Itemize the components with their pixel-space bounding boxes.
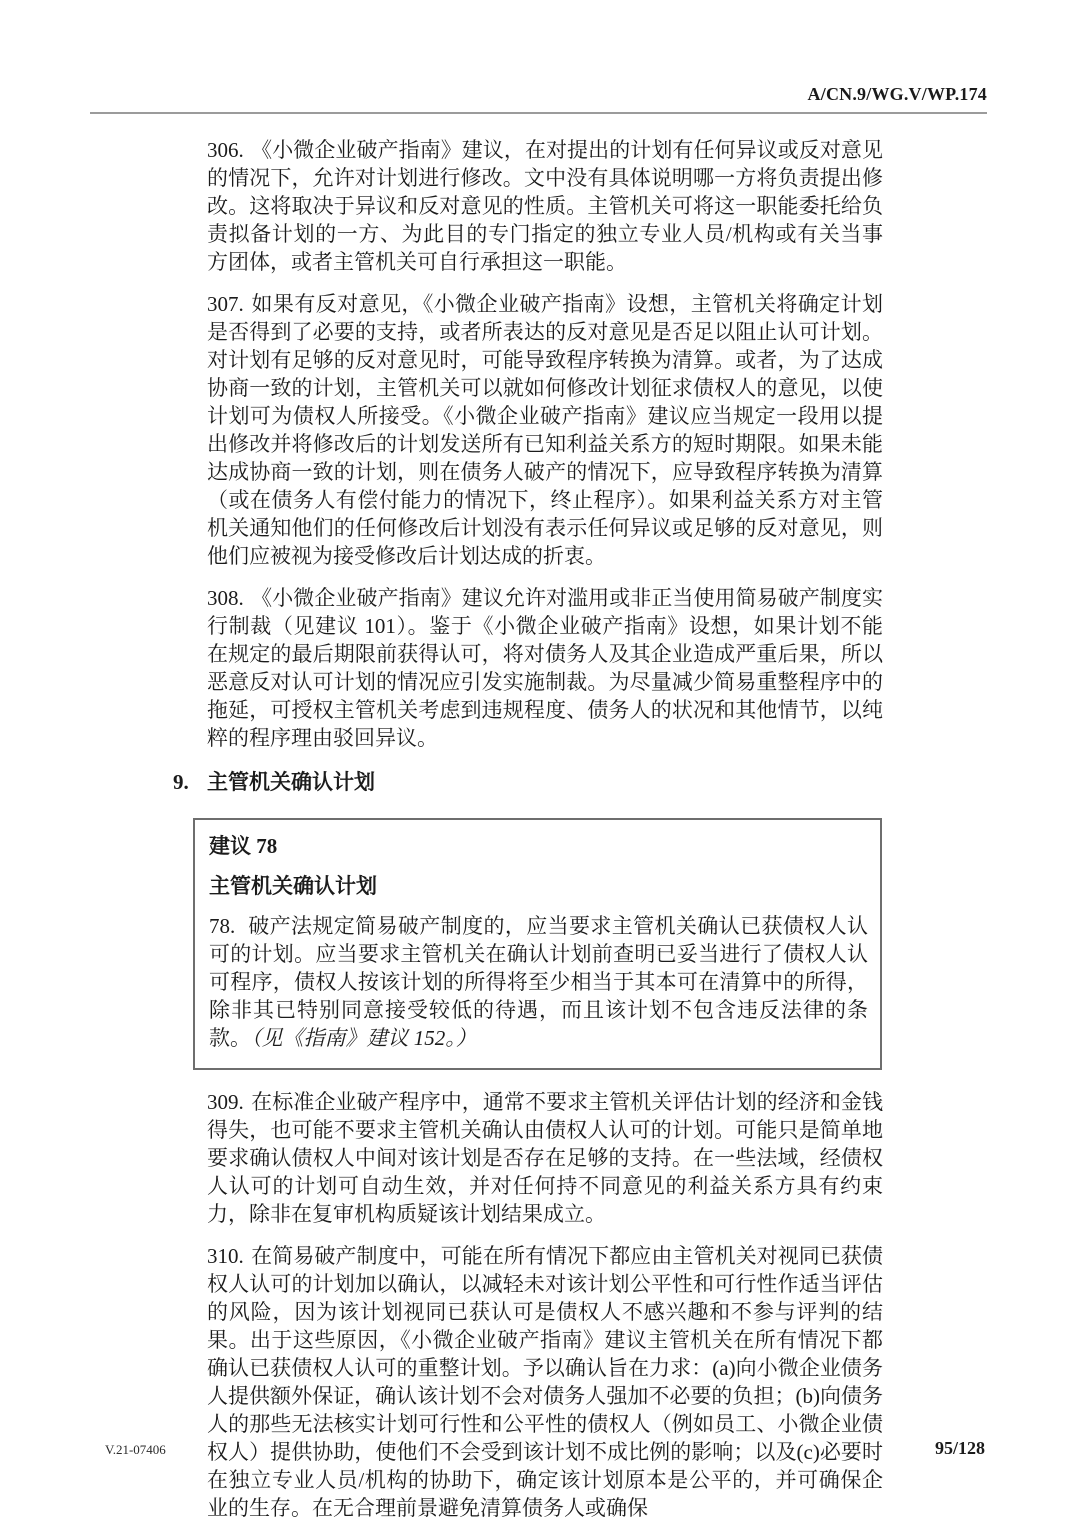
paragraph-number: 308. (207, 586, 244, 610)
paragraph-text: 《小微企业破产指南》建议允许对滥用或非正当使用简易破产制度实行制裁（见建议 101）。鉴于《小微企业破产指南》设想，如果计划不能在规定的最后期限前获得认可，将对债务人及其企业造成严重后果，所以恶意反对认可计划的情况应引发实施制裁。为尽量减少简易重整程序中的拖延，可授权主管机关考虑到违规程度、债务人的状况和其他情节，以纯粹的程序理由驳回异议。 (207, 586, 883, 750)
recommendation-title: 主管机关确认计划 (209, 874, 377, 898)
page-footer (105, 1438, 985, 1459)
document-body (173, 136, 883, 1526)
recommendation-paragraph-number: 78. (209, 914, 236, 938)
recommendation-box (193, 818, 882, 1070)
recommendation-text: 破产法规定简易破产制度的，应当要求主管机关确认已获债权人认可的计划。应当要求主管机关在确认计划前查明已妥当进行了债权人认可程序，债权人按该计划的所得将至少相当于其本可在清算中的所得，除非其已特别同意接受较低的待遇，而且该计划不包含违反法律的条款。 (209, 914, 868, 1050)
document-symbol: A/CN.9/WG.V/WP.174 (807, 84, 987, 104)
section-heading-title: 主管机关确认计划 (207, 770, 375, 794)
recommendation-paragraph (209, 912, 868, 1052)
section-heading (173, 768, 883, 796)
job-number: V.21-07406 (105, 1442, 166, 1457)
paragraph-number: 306. (207, 138, 244, 162)
page-header (90, 84, 987, 114)
paragraph-306 (207, 136, 883, 276)
paragraph-text: 在标准企业破产程序中，通常不要求主管机关评估计划的经济和金钱得失，也可能不要求主管机关确认由债权人认可的计划。可能只是简单地要求确认债权人中间对该计划是否存在足够的支持。在一些法域，经债权人认可的计划可自动生效，并对任何持不同意见的利益关系方具有约束力，除非在复审机构质疑该计划结果成立。 (207, 1090, 883, 1226)
paragraph-text: 《小微企业破产指南》建议，在对提出的计划有任何异议或反对意见的情况下，允许对计划进行修改。文中没有具体说明哪一方将负责提出修改。这将取决于异议和反对意见的性质。主管机关可将这一职能委托给负责拟备计划的一方、为此目的专门指定的独立专业人员/机构或有关当事方团体，或者主管机关可自行承担这一职能。 (207, 138, 883, 274)
recommendation-reference: （见《指南》建议 152。） (251, 1026, 477, 1050)
paragraph-310 (207, 1242, 883, 1522)
paragraph-number: 310. (207, 1244, 244, 1268)
paragraph-number: 307. (207, 292, 244, 316)
header-rule (90, 112, 987, 114)
paragraph-308 (207, 584, 883, 752)
page-number: 95/128 (934, 1438, 985, 1458)
paragraph-text: 在简易破产制度中，可能在所有情况下都应由主管机关对视同已获债权人认可的计划加以确认，以减轻未对该计划公平性和可行性作适当评估的风险，因为该计划视同已获认可是债权人不感兴趣和不参与评判的结果。出于这些原因，《小微企业破产指南》建议主管机关在所有情况下都确认已获债权人认可的重整计划。予以确认旨在力求：(a)向小微企业债务人提供额外保证，确认该计划不会对债务人强加不必要的负担；(b)向债务人的那些无法核实计划可行性和公平性的债权人（例如员工、小微企业债权人）提供协助，使他们不会受到该计划不成比例的影响；以及(c)必要时在独立专业人员/机构的协助下，确定该计划原本是公平的，并可确保企业的生存。在无合理前景避免清算债务人或确保 (207, 1244, 883, 1520)
recommendation-label: 建议 78 (209, 834, 278, 858)
section-heading-number: 9. (173, 770, 189, 794)
paragraph-number: 309. (207, 1090, 244, 1114)
paragraph-text: 如果有反对意见，《小微企业破产指南》设想，主管机关将确定计划是否得到了必要的支持，或者所表达的反对意见是否足以阻止认可计划。对计划有足够的反对意见时，可能导致程序转换为清算。或者，为了达成协商一致的计划，主管机关可以就如何修改计划征求债权人的意见，以使计划可为债权人所接受。《小微企业破产指南》建议应当规定一段用以提出修改并将修改后的计划发送所有已知利益关系方的短时期限。如果未能达成协商一致的计划，则在债务人破产的情况下，应导致程序转换为清算（或在债务人有偿付能力的情况下，终止程序）。如果利益关系方对主管机关通知他们的任何修改后计划没有表示任何异议或足够的反对意见，则他们应被视为接受修改后计划达成的折衷。 (207, 292, 883, 568)
paragraph-309 (207, 1088, 883, 1228)
paragraph-307 (207, 290, 883, 570)
